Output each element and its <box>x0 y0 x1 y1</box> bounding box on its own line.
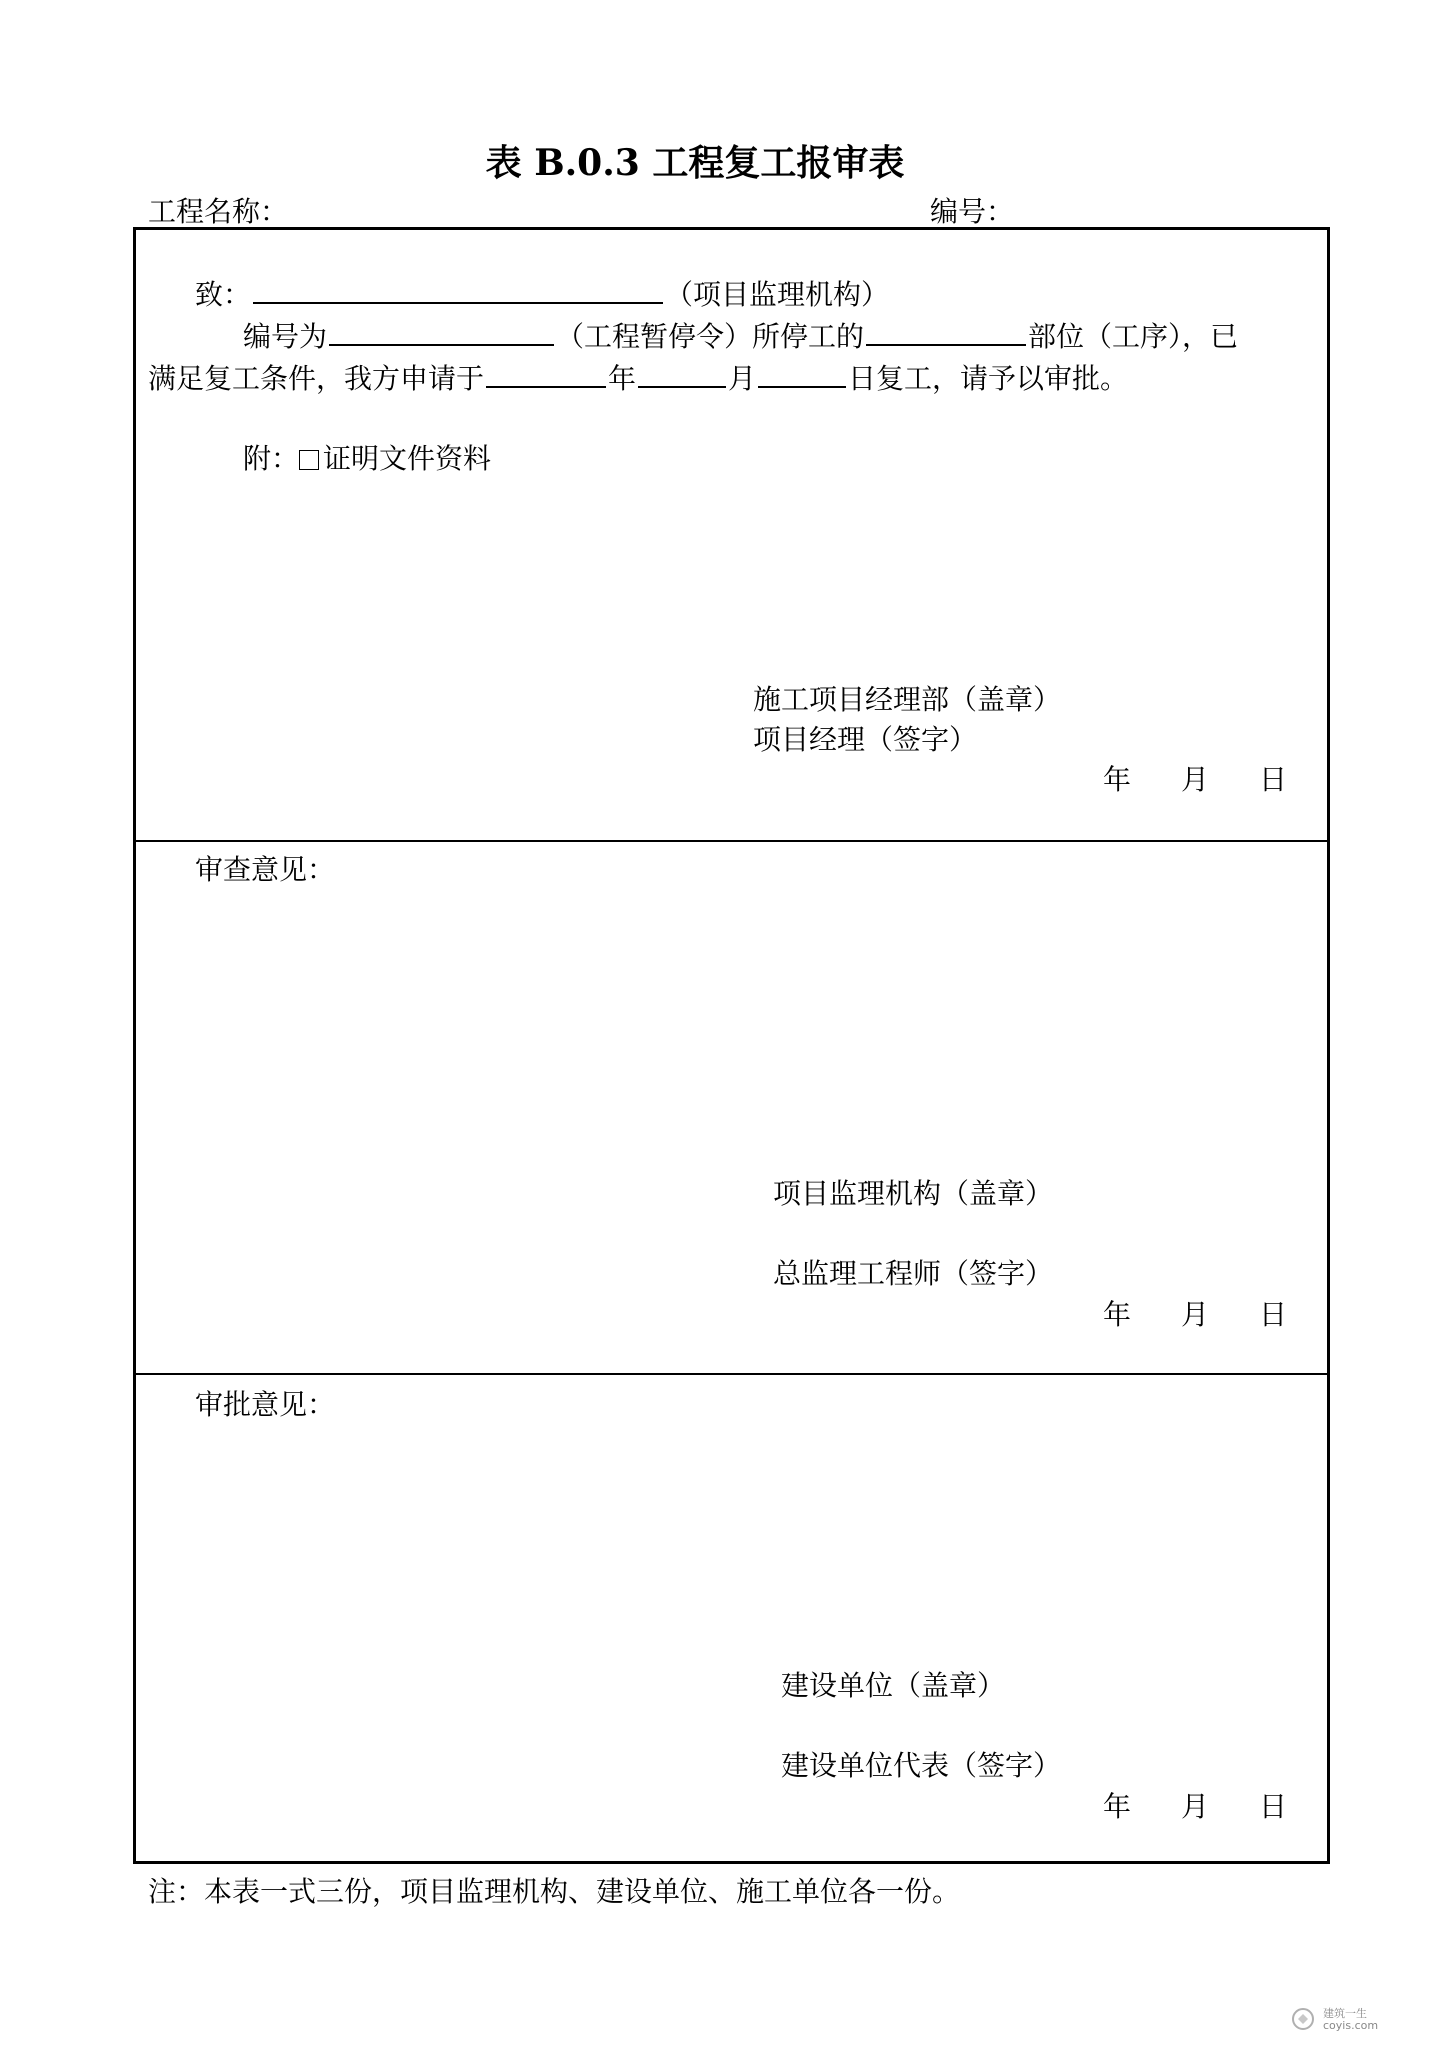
footer-note: 注：本表一式三份，项目监理机构、建设单位、施工单位各一份。 <box>148 1875 961 1908</box>
resume-day-blank[interactable] <box>758 356 846 388</box>
contractor-seal-label: 施工项目经理部（盖章） <box>753 683 1062 716</box>
section-divider-2 <box>133 1373 1330 1375</box>
order-number-label: 编号为 <box>243 320 328 353</box>
attachment-line <box>243 437 491 477</box>
part-process-text: 部位（工序），已 <box>1028 320 1239 353</box>
resume-year-label: 年 <box>608 362 637 395</box>
order-number-blank[interactable] <box>329 314 554 346</box>
supervisor-seal-label: 项目监理机构（盖章） <box>773 1177 1054 1210</box>
project-name-label: 工程名称： <box>148 195 289 228</box>
attachment-item-label: 证明文件资料 <box>323 442 492 475</box>
watermark-logo-icon <box>1290 2006 1316 2032</box>
date-day-label: 日 <box>1258 763 1287 796</box>
to-recipient-blank[interactable] <box>253 272 663 304</box>
resume-apply-text: 满足复工条件，我方申请于 <box>148 362 485 395</box>
section1-date <box>1053 758 1287 798</box>
date-year-label: 年 <box>1102 1298 1131 1331</box>
number-label: 编号： <box>930 195 1015 228</box>
watermark-line1: 建筑一生 <box>1323 2007 1367 2020</box>
attachment-label: 附： <box>243 442 300 475</box>
approval-opinion-label: 审批意见： <box>195 1388 336 1421</box>
resume-month-label: 月 <box>728 362 757 395</box>
watermark-text <box>1323 2008 1378 2032</box>
date-year-label: 年 <box>1102 763 1131 796</box>
to-suffix: （项目监理机构） <box>665 278 890 311</box>
section3-date <box>1053 1785 1287 1825</box>
date-day-label: 日 <box>1258 1790 1287 1823</box>
owner-rep-signature-label: 建设单位代表（签字） <box>781 1749 1062 1782</box>
date-month-label: 月 <box>1180 1790 1209 1823</box>
date-month-label: 月 <box>1180 1298 1209 1331</box>
resume-year-blank[interactable] <box>486 356 606 388</box>
chief-engineer-signature-label: 总监理工程师（签字） <box>773 1257 1054 1290</box>
attachment-checkbox[interactable] <box>299 450 319 470</box>
resume-line <box>148 356 1128 397</box>
date-day-label: 日 <box>1258 1298 1287 1331</box>
order-line <box>243 314 1238 355</box>
to-label: 致： <box>195 278 252 311</box>
date-year-label: 年 <box>1102 1790 1131 1823</box>
section-divider-1 <box>133 840 1330 842</box>
stop-order-text: （工程暂停令）所停工的 <box>556 320 865 353</box>
form-title: 表 B.0.3 工程复工报审表 <box>485 142 905 184</box>
section2-date <box>1053 1293 1287 1333</box>
stopped-part-blank[interactable] <box>866 314 1026 346</box>
resume-request-text: 日复工，请予以审批。 <box>848 362 1129 395</box>
watermark-line2: coyis.com <box>1323 2019 1379 2032</box>
date-month-label: 月 <box>1180 763 1209 796</box>
manager-signature-label: 项目经理（签字） <box>753 723 978 756</box>
to-line <box>195 272 889 313</box>
review-opinion-label: 审查意见： <box>195 853 336 886</box>
owner-seal-label: 建设单位（盖章） <box>781 1669 1006 1702</box>
resume-month-blank[interactable] <box>638 356 726 388</box>
